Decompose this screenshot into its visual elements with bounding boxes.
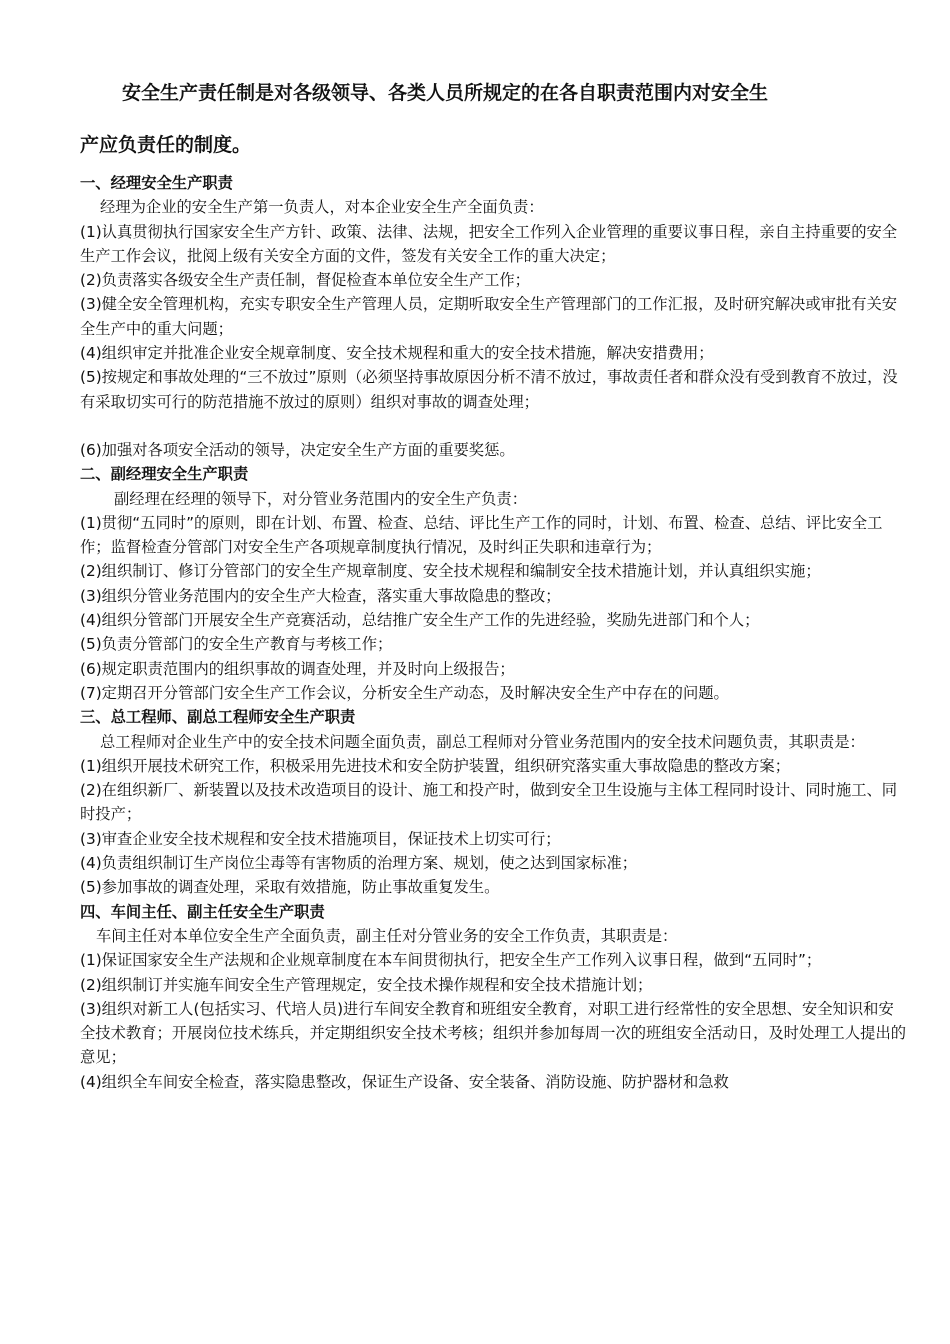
list-item: (2)组织制订并实施车间安全生产管理规定，安全技术操作规程和安全技术措施计划； xyxy=(80,975,653,994)
intro-line-2: 产应负责任的制度。 xyxy=(80,134,252,156)
section-heading: 二、副经理安全生产职责 xyxy=(80,465,249,484)
list-item: (4)组织审定并批准企业安全规章制度、安全技术规程和重大的安全技术措施，解决安措费用； xyxy=(80,344,714,363)
list-item: (3)审查企业安全技术规程和安全技术措施项目，保证技术上切实可行； xyxy=(80,829,561,848)
list-item: (6)规定职责范围内的组织事故的调查处理，并及时向上级报告； xyxy=(80,659,515,678)
list-item: (3)组织对新工人(包括实习、代培人员)进行车间安全教育和班组安全教育，对职工进行经常性的安全思想、安全知识和安全技术教育；开展岗位技术练兵，并定期组织安全技术考核；组织并参加每周一次的班组安全活动日，及时处理工人提出的意见； xyxy=(80,999,907,1067)
list-item: (5)负责分管部门的安全生产教育与考核工作； xyxy=(80,635,393,654)
list-item: (2)在组织新厂、新装置以及技术改造项目的设计、施工和投产时，做到安全卫生设施与主体工程同时设计、同时施工、同时投产； xyxy=(80,781,898,824)
list-item: (4)组织全车间安全检查，落实隐患整改，保证生产设备、安全装备、消防设施、防护器材和急救 xyxy=(80,1072,729,1091)
list-item: (1)认真贯彻执行国家安全生产方针、政策、法律、法规，把安全工作列入企业管理的重要议事日程，亲自主持重要的安全生产工作会议，批阅上级有关安全方面的文件，签发有关安全工作的重大决定； xyxy=(80,222,898,265)
list-item: (5)参加事故的调查处理，采取有效措施，防止事故重复发生。 xyxy=(80,878,500,897)
list-item: (4)组织分管部门开展安全生产竞赛活动，总结推广安全生产工作的先进经验，奖励先进部门和个人； xyxy=(80,611,760,630)
list-item: (1)贯彻“五同时”的原则，即在计划、布置、检查、总结、评比生产工作的同时，计划、布置、检查、总结、评比安全工作；监督检查分管部门对安全生产各项规章制度执行情况，及时纠正失职和违章行为； xyxy=(80,513,883,557)
section-lead: 车间主任对本单位安全生产全面负责，副主任对分管业务的安全工作负责，其职责是： xyxy=(96,926,678,945)
list-item: (7)定期召开分管部门安全生产工作会议，分析安全生产动态，及时解决安全生产中存在的问题。 xyxy=(80,683,729,702)
list-item: (5)按规定和事故处理的“三不放过”原则（必须坚持事故原因分析不清不放过，事故责任者和群众没有受到教育不放过，没有采取切实可行的防范措施不放过的原则）组织对事故的调查处理； xyxy=(80,368,898,411)
section-lead: 总工程师对企业生产中的安全技术问题全面负责，副总工程师对分管业务范围内的安全技术问题负责，其职责是： xyxy=(100,732,865,751)
intro-line-1: 安全生产责任制是对各级领导、各类人员所规定的在各自职责范围内对安全生 xyxy=(122,82,769,104)
spacer xyxy=(80,414,908,438)
list-item: (6)加强对各项安全活动的领导，决定安全生产方面的重要奖惩。 xyxy=(80,440,515,459)
list-item: (3)组织分管业务范围内的安全生产大检查，落实重大事故隐患的整改； xyxy=(80,586,561,605)
list-item: (2)组织制订、修订分管部门的安全生产规章制度、安全技术规程和编制安全技术措施计划，并认真组织实施； xyxy=(80,562,821,581)
document-body xyxy=(80,171,908,1094)
list-item: (3)健全安全管理机构，充实专职安全生产管理人员，定期听取安全生产管理部门的工作汇报，及时研究解决或审批有关安全生产中的重大问题； xyxy=(80,295,898,338)
list-item: (1)组织开展技术研究工作，积极采用先进技术和安全防护装置，组织研究落实重大事故隐患的整改方案； xyxy=(80,756,791,775)
section-heading: 一、经理安全生产职责 xyxy=(80,174,233,192)
section-heading: 三、总工程师、副总工程师安全生产职责 xyxy=(80,708,356,727)
list-item: (1)保证国家安全生产法规和企业规章制度在本车间贯彻执行，把安全生产工作列入议事日程，做到“五同时”； xyxy=(80,951,822,970)
section-lead: 经理为企业的安全生产第一负责人，对本企业安全生产全面负责： xyxy=(100,198,544,217)
list-item: (2)负责落实各级安全生产责任制，督促检查本单位安全生产工作； xyxy=(80,271,530,290)
section-heading: 四、车间主任、副主任安全生产职责 xyxy=(80,902,325,921)
section-lead: 副经理在经理的领导下，对分管业务范围内的安全生产负责： xyxy=(114,489,528,508)
list-item: (4)负责组织制订生产岗位尘毒等有害物质的治理方案、规划，使之达到国家标准； xyxy=(80,854,638,873)
